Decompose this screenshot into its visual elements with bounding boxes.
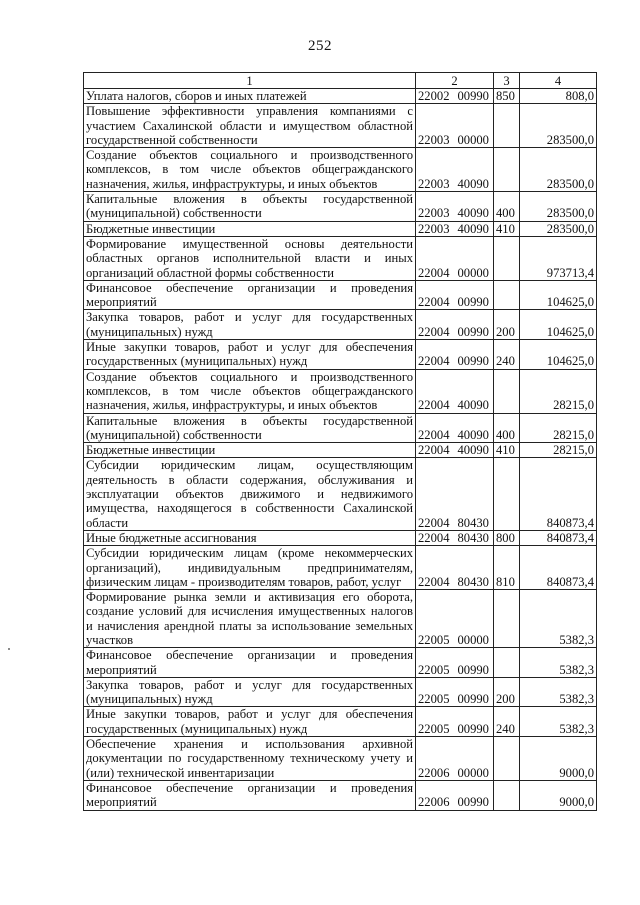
table-row: [84, 340, 597, 370]
header-col-4: 4: [520, 73, 597, 89]
table-row: [84, 648, 597, 678]
row-type-cell: 410: [494, 221, 520, 236]
row-name-cell: Обеспечение хранения и использования архивной документации по государственному техническому учету и (или) технической инвентаризации: [84, 737, 416, 781]
row-amount-cell: 104625,0: [520, 280, 597, 310]
row-code-cell: 22005 00990: [416, 648, 494, 678]
row-type-cell: [494, 280, 520, 310]
row-name-cell: Создание объектов социального и производственного комплексов, в том числе объектов общегражданского назначения, жилья, инфраструктуры, и иных объектов: [84, 369, 416, 413]
table-row: [84, 677, 597, 707]
row-type-cell: [494, 148, 520, 192]
row-amount-cell: 973713,4: [520, 236, 597, 280]
table-row: [84, 458, 597, 530]
table-row: [84, 89, 597, 104]
row-code-cell: 22003 40090: [416, 192, 494, 222]
row-type-cell: [494, 236, 520, 280]
row-name-cell: Иные закупки товаров, работ и услуг для обеспечения государственных (муниципальных) нужд: [84, 707, 416, 737]
row-type-cell: 200: [494, 310, 520, 340]
row-amount-cell: 840873,4: [520, 530, 597, 545]
header-row: [84, 73, 597, 89]
row-code-cell: 22003 40090: [416, 221, 494, 236]
row-amount-cell: 5382,3: [520, 590, 597, 648]
row-amount-cell: 28215,0: [520, 413, 597, 443]
row-name-cell: Создание объектов социального и производственного комплексов, в том числе объектов общегражданского назначения, жилья, инфраструктуры, и иных объектов: [84, 148, 416, 192]
table-row: [84, 236, 597, 280]
row-name-cell: Закупка товаров, работ и услуг для государственных (муниципальных) нужд: [84, 677, 416, 707]
row-code-cell: 22004 40090: [416, 369, 494, 413]
row-type-cell: [494, 648, 520, 678]
row-name-cell: Бюджетные инвестиции: [84, 443, 416, 458]
budget-table: [83, 72, 597, 811]
table-row: [84, 310, 597, 340]
row-code-cell: 22003 40090: [416, 148, 494, 192]
row-code-cell: 22004 00990: [416, 280, 494, 310]
row-type-cell: 240: [494, 707, 520, 737]
table-row: [84, 530, 597, 545]
row-code-cell: 22005 00000: [416, 590, 494, 648]
row-name-cell: Капитальные вложения в объекты государственной (муниципальной) собственности: [84, 192, 416, 222]
table-row: [84, 707, 597, 737]
row-type-cell: 810: [494, 546, 520, 590]
table-row: [84, 369, 597, 413]
row-name-cell: Формирование имущественной основы деятельности областных органов исполнительной власти и иных организаций областной формы собственности: [84, 236, 416, 280]
row-code-cell: 22004 00990: [416, 310, 494, 340]
row-amount-cell: 5382,3: [520, 707, 597, 737]
row-amount-cell: 5382,3: [520, 648, 597, 678]
row-type-cell: [494, 458, 520, 530]
table-row: [84, 104, 597, 148]
row-amount-cell: 283500,0: [520, 192, 597, 222]
row-type-cell: [494, 780, 520, 810]
table-row: [84, 780, 597, 810]
row-name-cell: Финансовое обеспечение организации и проведения мероприятий: [84, 648, 416, 678]
row-type-cell: [494, 590, 520, 648]
table-row: [84, 546, 597, 590]
row-type-cell: 850: [494, 89, 520, 104]
row-code-cell: 22005 00990: [416, 707, 494, 737]
row-name-cell: Иные бюджетные ассигнования: [84, 530, 416, 545]
table-row: [84, 192, 597, 222]
row-name-cell: Субсидии юридическим лицам, осуществляющим деятельность в области содержания, обслуживания и эксплуатации объектов движимого и недвижимого имущества, находящегося в собственности Сахалинской области: [84, 458, 416, 530]
row-name-cell: Бюджетные инвестиции: [84, 221, 416, 236]
row-name-cell: Капитальные вложения в объекты государственной (муниципальной) собственности: [84, 413, 416, 443]
row-amount-cell: 104625,0: [520, 310, 597, 340]
row-amount-cell: 104625,0: [520, 340, 597, 370]
page-number: 252: [308, 38, 332, 54]
row-amount-cell: 808,0: [520, 89, 597, 104]
row-name-cell: Повышение эффективности управления компаниями с участием Сахалинской области и имуществом областной государственной собственности: [84, 104, 416, 148]
row-amount-cell: 840873,4: [520, 546, 597, 590]
table-row: [84, 148, 597, 192]
table-header: [84, 73, 597, 89]
row-type-cell: [494, 104, 520, 148]
row-name-cell: Финансовое обеспечение организации и проведения мероприятий: [84, 780, 416, 810]
row-code-cell: 22004 40090: [416, 413, 494, 443]
row-code-cell: 22004 40090: [416, 443, 494, 458]
row-type-cell: [494, 737, 520, 781]
row-amount-cell: 9000,0: [520, 737, 597, 781]
row-code-cell: 22002 00990: [416, 89, 494, 104]
row-type-cell: 410: [494, 443, 520, 458]
row-name-cell: Закупка товаров, работ и услуг для государственных (муниципальных) нужд: [84, 310, 416, 340]
row-type-cell: 200: [494, 677, 520, 707]
table-row: [84, 737, 597, 781]
row-amount-cell: 283500,0: [520, 221, 597, 236]
header-col-1: 1: [84, 73, 416, 89]
row-amount-cell: 840873,4: [520, 458, 597, 530]
header-col-2: 2: [416, 73, 494, 89]
row-amount-cell: 28215,0: [520, 369, 597, 413]
table-row: [84, 280, 597, 310]
row-code-cell: 22004 80430: [416, 530, 494, 545]
table-row: [84, 443, 597, 458]
row-name-cell: Субсидии юридическим лицам (кроме некоммерческих организаций), индивидуальным предпринимателям, физическим лицам - производителям товаров, работ, услуг: [84, 546, 416, 590]
row-type-cell: 400: [494, 413, 520, 443]
row-code-cell: 22005 00990: [416, 677, 494, 707]
row-name-cell: Формирование рынка земли и активизация его оборота, создание условий для исчисления имущественных налогов и начисления арендной платы за использование земельных участков: [84, 590, 416, 648]
table-body: [84, 89, 597, 811]
row-code-cell: 22004 00000: [416, 236, 494, 280]
row-type-cell: 240: [494, 340, 520, 370]
row-type-cell: 800: [494, 530, 520, 545]
row-amount-cell: 5382,3: [520, 677, 597, 707]
row-name-cell: Финансовое обеспечение организации и проведения мероприятий: [84, 280, 416, 310]
row-code-cell: 22003 00000: [416, 104, 494, 148]
table-row: [84, 590, 597, 648]
row-type-cell: 400: [494, 192, 520, 222]
row-amount-cell: 9000,0: [520, 780, 597, 810]
row-name-cell: Иные закупки товаров, работ и услуг для обеспечения государственных (муниципальных) нужд: [84, 340, 416, 370]
row-code-cell: 22004 00990: [416, 340, 494, 370]
row-code-cell: 22006 00000: [416, 737, 494, 781]
header-col-3: 3: [494, 73, 520, 89]
table-row: [84, 413, 597, 443]
row-amount-cell: 283500,0: [520, 148, 597, 192]
row-amount-cell: 28215,0: [520, 443, 597, 458]
scan-dot: [8, 648, 10, 650]
row-code-cell: 22004 80430: [416, 546, 494, 590]
table-row: [84, 221, 597, 236]
row-code-cell: 22004 80430: [416, 458, 494, 530]
row-code-cell: 22006 00990: [416, 780, 494, 810]
row-type-cell: [494, 369, 520, 413]
row-name-cell: Уплата налогов, сборов и иных платежей: [84, 89, 416, 104]
row-amount-cell: 283500,0: [520, 104, 597, 148]
